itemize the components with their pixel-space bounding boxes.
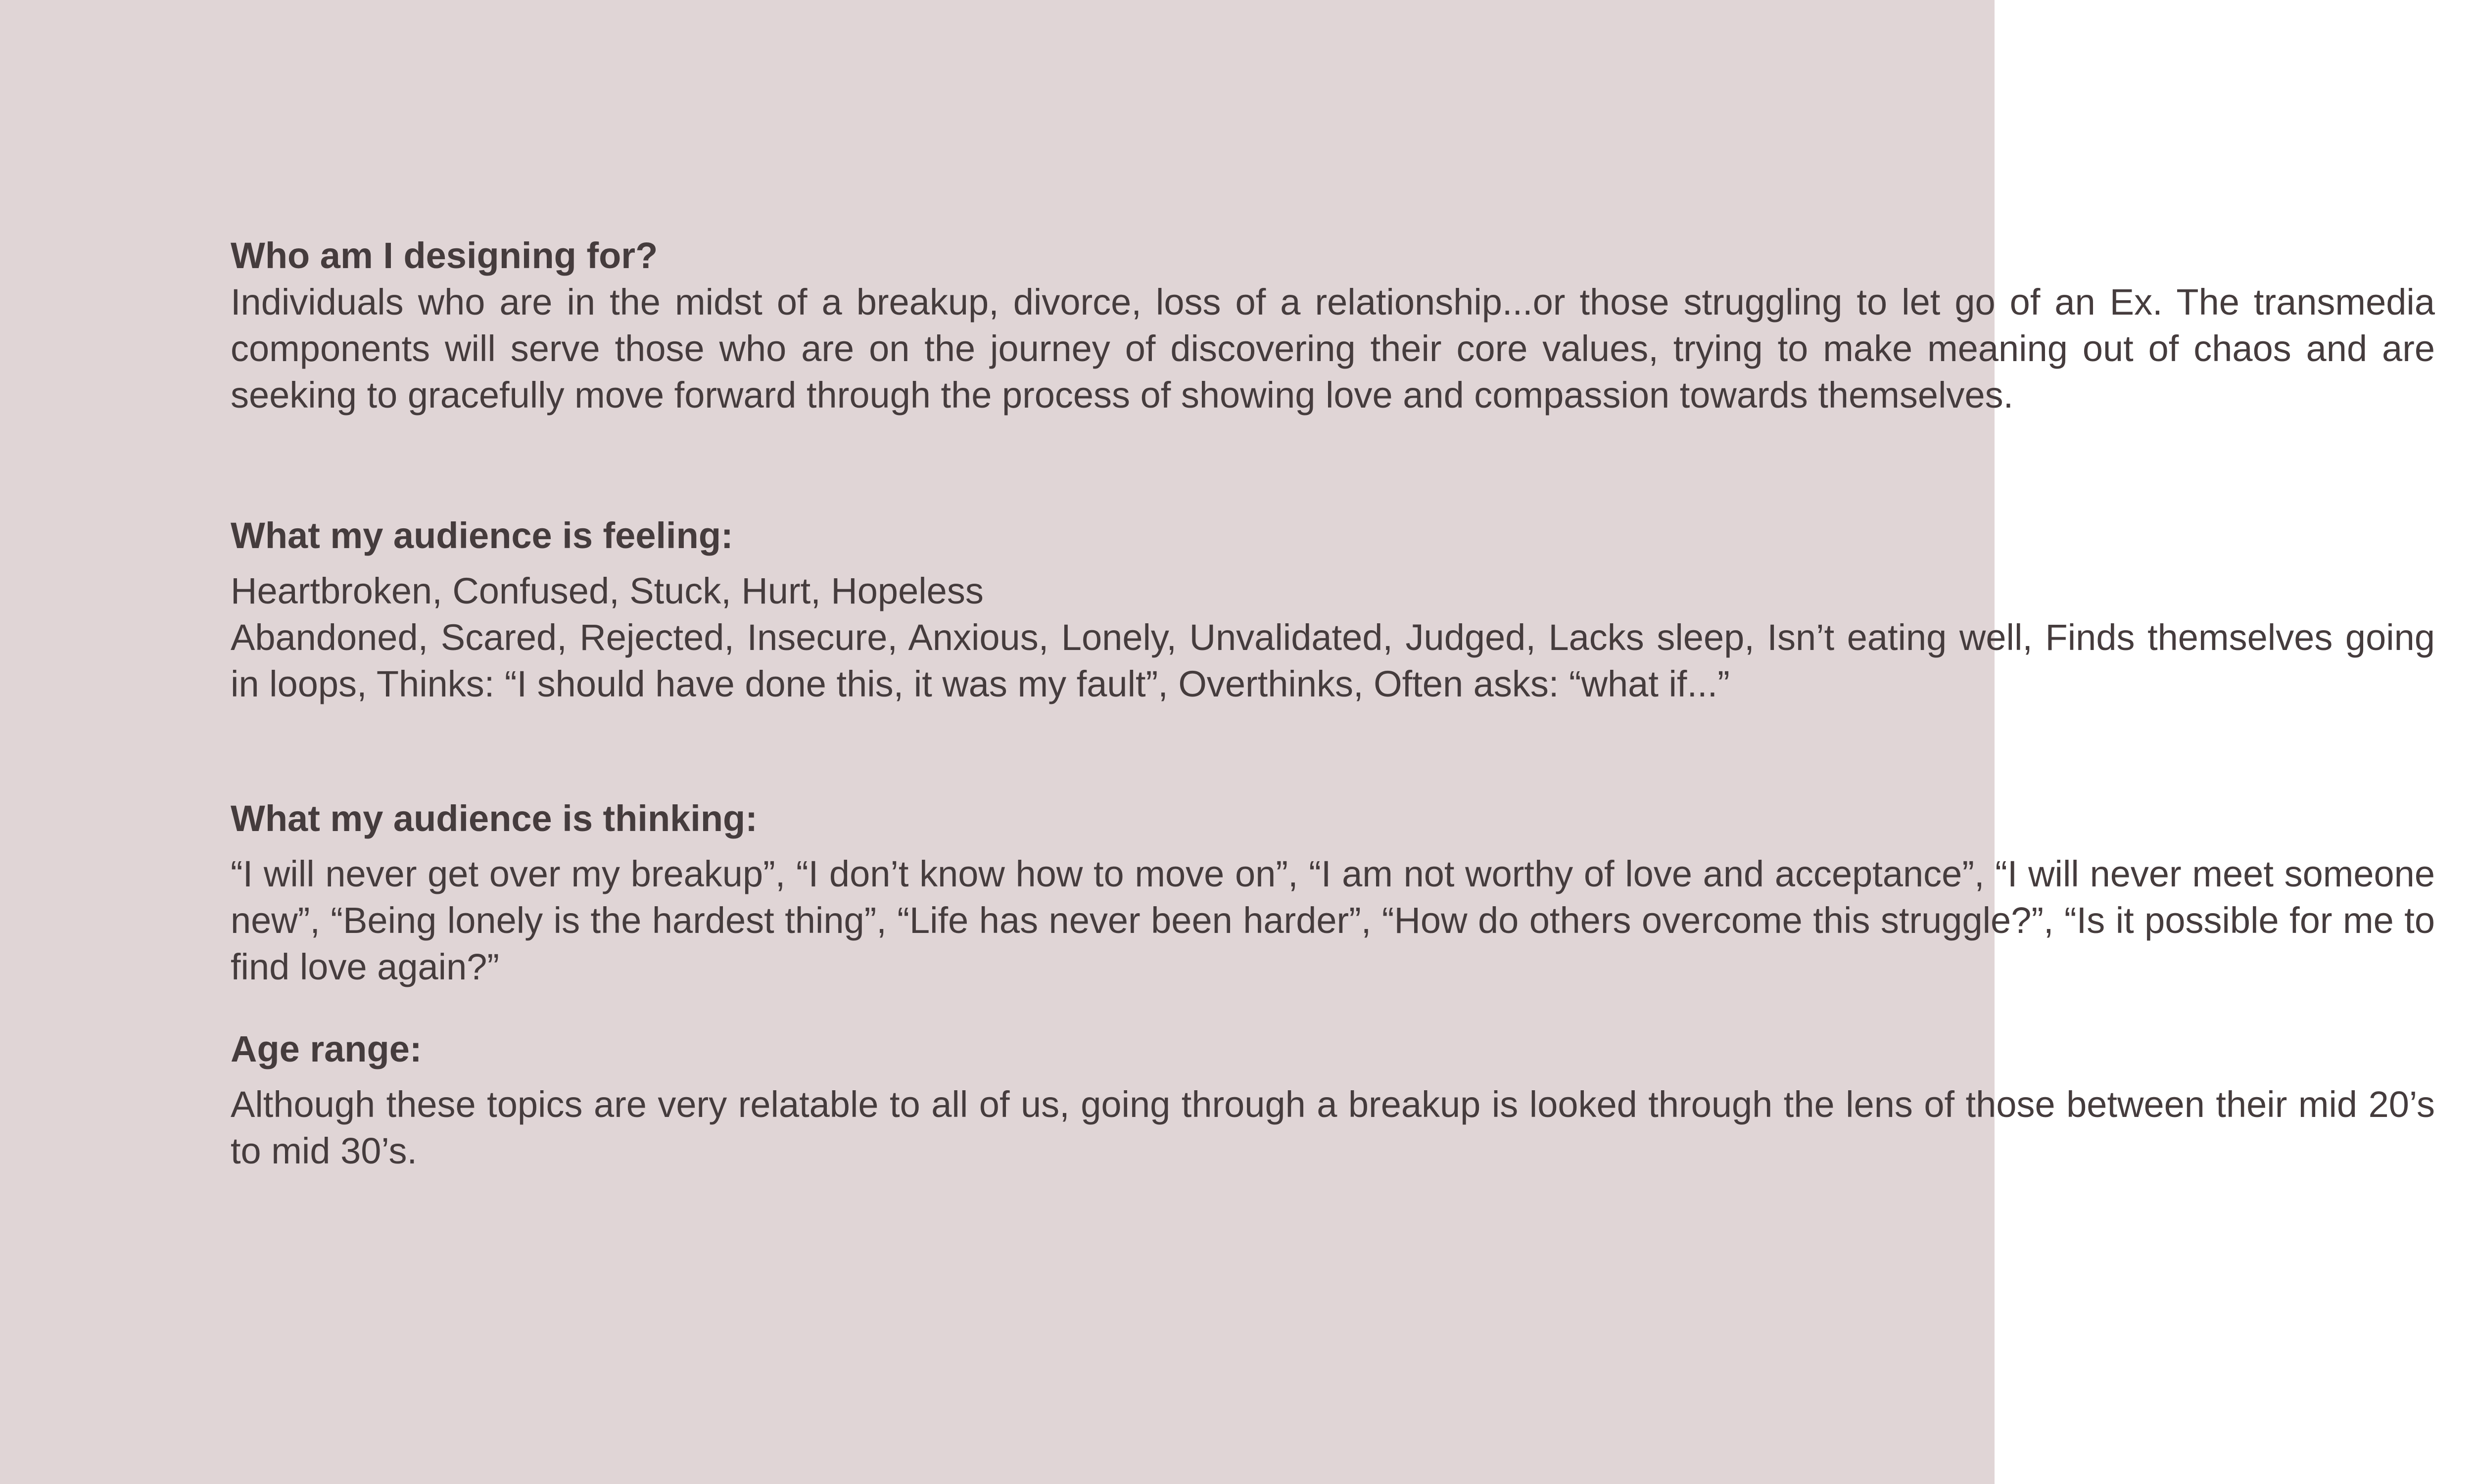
thinking-heading: What my audience is thinking: [231,798,758,839]
feeling-primary-list: Heartbroken, Confused, Stuck, Hurt, Hopeless [231,570,984,611]
feeling-secondary-list: Abandoned, Scared, Rejected, Insecure, Anxious, Lonely, Unvalidated, Judged, Lacks sleep, Isn’t eating well, Finds themselves going in loops, Thinks: “I should have done this, it was my fault”, Overthinks, Often asks: “what if...” [231,617,2435,704]
slide-content [231,232,2435,1174]
designing-for-heading: Who am I designing for? [231,235,658,276]
age-range-body: Although these topics are very relatable to all of us, going through a breakup is looked through the lens of those between their mid 20’s to mid 30’s. [231,1084,2435,1171]
section-age-range [231,1026,2435,1174]
age-range-heading: Age range: [231,1028,422,1069]
section-designing-for [231,232,2435,418]
designing-for-body: Individuals who are in the midst of a breakup, divorce, loss of a relationship...or those struggling to let go of an Ex. The transmedia components will serve those who are on the journey of discovering their core values, trying to make meaning out of chaos and are seeking to gracefully move forward through the process of showing love and compassion towards themselves. [231,281,2435,416]
thinking-body: “I will never get over my breakup”, “I don’t know how to move on”, “I am not worthy of love and acceptance”, “I will never meet someone new”, “Being lonely is the hardest thing”, “Life has never been harder”, “How do others overcome this struggle?”, “Is it possible for me to find love again?” [231,853,2435,987]
feeling-heading: What my audience is feeling: [231,515,733,556]
section-audience-feeling [231,512,2435,707]
section-audience-thinking [231,795,2435,990]
